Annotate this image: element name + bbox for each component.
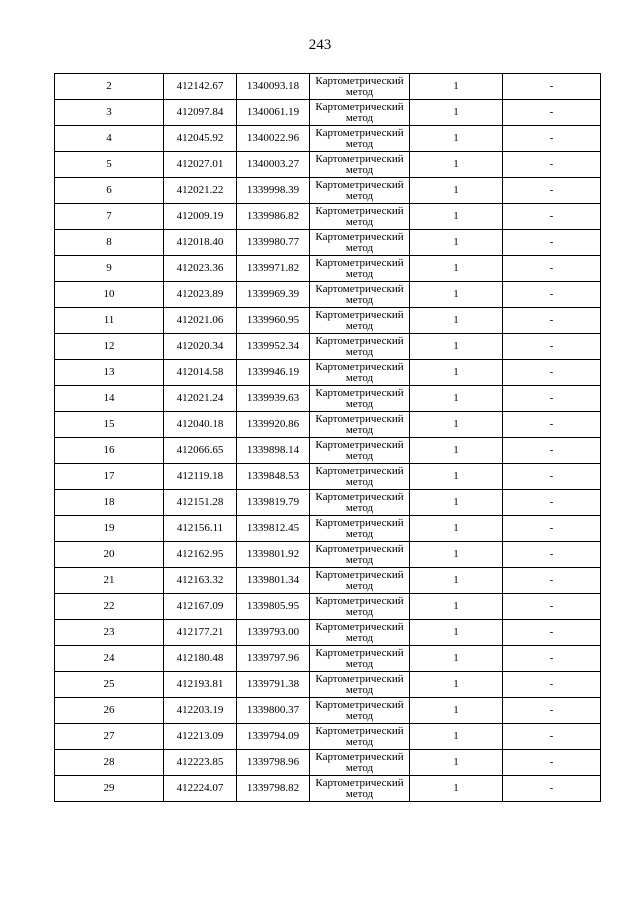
method-line-1: Картометрический	[315, 100, 404, 113]
accuracy-cell: 1	[410, 464, 503, 490]
accuracy-cell: 1	[410, 776, 503, 802]
table-row	[55, 724, 601, 750]
method-line-1: Картометрический	[315, 412, 404, 425]
method-line-2: метод	[345, 371, 374, 384]
method-line-2: метод	[345, 241, 374, 254]
method-line-2: метод	[345, 215, 374, 228]
x-coordinate-cell: 412156.11	[164, 516, 237, 542]
method-line-1: Картометрический	[315, 282, 404, 295]
point-number-cell: 16	[55, 438, 164, 464]
point-number-cell: 2	[55, 74, 164, 100]
note-cell: -	[503, 282, 601, 308]
accuracy-cell: 1	[410, 568, 503, 594]
note-cell: -	[503, 386, 601, 412]
method-cell	[310, 620, 410, 646]
note-cell: -	[503, 490, 601, 516]
y-coordinate-cell: 1339939.63	[237, 386, 310, 412]
accuracy-cell: 1	[410, 256, 503, 282]
x-coordinate-cell: 412009.19	[164, 204, 237, 230]
x-coordinate-cell: 412027.01	[164, 152, 237, 178]
method-cell	[310, 412, 410, 438]
accuracy-cell: 1	[410, 74, 503, 100]
note-cell: -	[503, 724, 601, 750]
x-coordinate-cell: 412180.48	[164, 646, 237, 672]
point-number-cell: 28	[55, 750, 164, 776]
y-coordinate-cell: 1339920.86	[237, 412, 310, 438]
note-cell: -	[503, 672, 601, 698]
x-coordinate-cell: 412021.24	[164, 386, 237, 412]
method-line-1: Картометрический	[315, 490, 404, 503]
accuracy-cell: 1	[410, 724, 503, 750]
method-line-2: метод	[345, 189, 374, 202]
method-cell	[310, 438, 410, 464]
method-line-1: Картометрический	[315, 750, 404, 763]
method-cell	[310, 126, 410, 152]
table-row	[55, 230, 601, 256]
note-cell: -	[503, 750, 601, 776]
method-line-2: метод	[345, 267, 374, 280]
table-row	[55, 438, 601, 464]
method-cell	[310, 672, 410, 698]
point-number-cell: 27	[55, 724, 164, 750]
method-cell	[310, 464, 410, 490]
note-cell: -	[503, 594, 601, 620]
method-line-1: Картометрический	[315, 256, 404, 269]
method-cell	[310, 646, 410, 672]
table-row	[55, 568, 601, 594]
method-line-2: метод	[345, 631, 374, 644]
x-coordinate-cell: 412193.81	[164, 672, 237, 698]
point-number-cell: 23	[55, 620, 164, 646]
note-cell: -	[503, 230, 601, 256]
y-coordinate-cell: 1339798.96	[237, 750, 310, 776]
point-number-cell: 14	[55, 386, 164, 412]
x-coordinate-cell: 412151.28	[164, 490, 237, 516]
point-number-cell: 11	[55, 308, 164, 334]
note-cell: -	[503, 178, 601, 204]
method-line-2: метод	[345, 787, 374, 800]
y-coordinate-cell: 1340061.19	[237, 100, 310, 126]
accuracy-cell: 1	[410, 308, 503, 334]
method-line-2: метод	[345, 735, 374, 748]
accuracy-cell: 1	[410, 204, 503, 230]
method-cell	[310, 568, 410, 594]
x-coordinate-cell: 412040.18	[164, 412, 237, 438]
point-number-cell: 19	[55, 516, 164, 542]
x-coordinate-cell: 412021.06	[164, 308, 237, 334]
y-coordinate-cell: 1339791.38	[237, 672, 310, 698]
method-cell	[310, 152, 410, 178]
note-cell: -	[503, 126, 601, 152]
method-line-2: метод	[345, 111, 374, 124]
table-row	[55, 386, 601, 412]
method-line-2: метод	[345, 397, 374, 410]
y-coordinate-cell: 1339898.14	[237, 438, 310, 464]
method-cell	[310, 750, 410, 776]
accuracy-cell: 1	[410, 412, 503, 438]
y-coordinate-cell: 1339946.19	[237, 360, 310, 386]
table-row	[55, 100, 601, 126]
method-line-2: метод	[345, 579, 374, 592]
point-number-cell: 12	[55, 334, 164, 360]
y-coordinate-cell: 1339798.82	[237, 776, 310, 802]
method-cell	[310, 230, 410, 256]
point-number-cell: 10	[55, 282, 164, 308]
accuracy-cell: 1	[410, 750, 503, 776]
note-cell: -	[503, 464, 601, 490]
accuracy-cell: 1	[410, 152, 503, 178]
y-coordinate-cell: 1339986.82	[237, 204, 310, 230]
x-coordinate-cell: 412119.18	[164, 464, 237, 490]
table-row	[55, 74, 601, 100]
table-row	[55, 672, 601, 698]
y-coordinate-cell: 1340093.18	[237, 74, 310, 100]
method-cell	[310, 386, 410, 412]
x-coordinate-cell: 412014.58	[164, 360, 237, 386]
table-row	[55, 126, 601, 152]
y-coordinate-cell: 1339812.45	[237, 516, 310, 542]
method-line-1: Картометрический	[315, 308, 404, 321]
page-number: 243	[308, 37, 332, 53]
method-line-2: метод	[345, 553, 374, 566]
accuracy-cell: 1	[410, 100, 503, 126]
x-coordinate-cell: 412023.36	[164, 256, 237, 282]
y-coordinate-cell: 1339801.34	[237, 568, 310, 594]
table-row	[55, 490, 601, 516]
x-coordinate-cell: 412020.34	[164, 334, 237, 360]
point-number-cell: 9	[55, 256, 164, 282]
point-number-cell: 3	[55, 100, 164, 126]
accuracy-cell: 1	[410, 672, 503, 698]
y-coordinate-cell: 1339969.39	[237, 282, 310, 308]
accuracy-cell: 1	[410, 438, 503, 464]
method-line-1: Картометрический	[315, 334, 404, 347]
method-cell	[310, 204, 410, 230]
point-number-cell: 4	[55, 126, 164, 152]
table-row	[55, 594, 601, 620]
table-row	[55, 750, 601, 776]
note-cell: -	[503, 152, 601, 178]
method-line-1: Картометрический	[315, 126, 404, 139]
y-coordinate-cell: 1339797.96	[237, 646, 310, 672]
point-number-cell: 8	[55, 230, 164, 256]
point-number-cell: 20	[55, 542, 164, 568]
method-line-2: метод	[345, 319, 374, 332]
method-cell	[310, 776, 410, 802]
accuracy-cell: 1	[410, 646, 503, 672]
method-cell	[310, 308, 410, 334]
accuracy-cell: 1	[410, 386, 503, 412]
point-number-cell: 15	[55, 412, 164, 438]
method-line-2: метод	[345, 163, 374, 176]
note-cell: -	[503, 646, 601, 672]
point-number-cell: 6	[55, 178, 164, 204]
x-coordinate-cell: 412177.21	[164, 620, 237, 646]
method-line-1: Картометрический	[315, 594, 404, 607]
table-row	[55, 542, 601, 568]
point-number-cell: 5	[55, 152, 164, 178]
method-line-1: Картометрический	[315, 620, 404, 633]
accuracy-cell: 1	[410, 360, 503, 386]
method-line-1: Картометрический	[315, 776, 404, 789]
method-line-2: метод	[345, 85, 374, 98]
method-line-2: метод	[345, 501, 374, 514]
table-row	[55, 646, 601, 672]
note-cell: -	[503, 620, 601, 646]
x-coordinate-cell: 412045.92	[164, 126, 237, 152]
x-coordinate-cell: 412021.22	[164, 178, 237, 204]
note-cell: -	[503, 74, 601, 100]
x-coordinate-cell: 412167.09	[164, 594, 237, 620]
y-coordinate-cell: 1339971.82	[237, 256, 310, 282]
method-cell	[310, 542, 410, 568]
table-row	[55, 776, 601, 802]
table-row	[55, 308, 601, 334]
method-cell	[310, 490, 410, 516]
y-coordinate-cell: 1339998.39	[237, 178, 310, 204]
y-coordinate-cell: 1339848.53	[237, 464, 310, 490]
y-coordinate-cell: 1339980.77	[237, 230, 310, 256]
accuracy-cell: 1	[410, 178, 503, 204]
x-coordinate-cell: 412223.85	[164, 750, 237, 776]
method-cell	[310, 282, 410, 308]
method-cell	[310, 724, 410, 750]
method-line-1: Картометрический	[315, 74, 404, 87]
method-line-1: Картометрический	[315, 438, 404, 451]
y-coordinate-cell: 1339960.95	[237, 308, 310, 334]
method-line-1: Картометрический	[315, 464, 404, 477]
y-coordinate-cell: 1339819.79	[237, 490, 310, 516]
x-coordinate-cell: 412097.84	[164, 100, 237, 126]
y-coordinate-cell: 1340003.27	[237, 152, 310, 178]
method-line-2: метод	[345, 475, 374, 488]
method-line-1: Картометрический	[315, 542, 404, 555]
method-line-1: Картометрический	[315, 516, 404, 529]
method-line-2: метод	[345, 449, 374, 462]
point-number-cell: 22	[55, 594, 164, 620]
coordinates-table-body	[55, 74, 601, 802]
table-row	[55, 360, 601, 386]
table-row	[55, 204, 601, 230]
note-cell: -	[503, 100, 601, 126]
x-coordinate-cell: 412203.19	[164, 698, 237, 724]
accuracy-cell: 1	[410, 594, 503, 620]
method-cell	[310, 594, 410, 620]
note-cell: -	[503, 568, 601, 594]
method-cell	[310, 178, 410, 204]
method-line-1: Картометрический	[315, 672, 404, 685]
method-line-2: метод	[345, 293, 374, 306]
note-cell: -	[503, 308, 601, 334]
accuracy-cell: 1	[410, 334, 503, 360]
x-coordinate-cell: 412142.67	[164, 74, 237, 100]
method-line-2: метод	[345, 761, 374, 774]
note-cell: -	[503, 438, 601, 464]
method-cell	[310, 334, 410, 360]
method-line-1: Картометрический	[315, 386, 404, 399]
method-line-1: Картометрический	[315, 360, 404, 373]
point-number-cell: 26	[55, 698, 164, 724]
y-coordinate-cell: 1339800.37	[237, 698, 310, 724]
method-line-1: Картометрический	[315, 230, 404, 243]
method-line-2: метод	[345, 683, 374, 696]
x-coordinate-cell: 412023.89	[164, 282, 237, 308]
table-row	[55, 334, 601, 360]
x-coordinate-cell: 412018.40	[164, 230, 237, 256]
method-line-2: метод	[345, 137, 374, 150]
point-number-cell: 17	[55, 464, 164, 490]
method-line-1: Картометрический	[315, 646, 404, 659]
method-line-1: Картометрический	[315, 698, 404, 711]
y-coordinate-cell: 1339805.95	[237, 594, 310, 620]
method-line-2: метод	[345, 423, 374, 436]
method-cell	[310, 74, 410, 100]
table-row	[55, 282, 601, 308]
point-number-cell: 7	[55, 204, 164, 230]
note-cell: -	[503, 776, 601, 802]
accuracy-cell: 1	[410, 542, 503, 568]
table-row	[55, 464, 601, 490]
accuracy-cell: 1	[410, 126, 503, 152]
method-line-2: метод	[345, 709, 374, 722]
method-cell	[310, 516, 410, 542]
y-coordinate-cell: 1340022.96	[237, 126, 310, 152]
note-cell: -	[503, 360, 601, 386]
coordinates-table	[54, 73, 601, 802]
method-line-2: метод	[345, 657, 374, 670]
table-row	[55, 412, 601, 438]
method-line-1: Картометрический	[315, 204, 404, 217]
note-cell: -	[503, 412, 601, 438]
accuracy-cell: 1	[410, 620, 503, 646]
accuracy-cell: 1	[410, 490, 503, 516]
y-coordinate-cell: 1339952.34	[237, 334, 310, 360]
x-coordinate-cell: 412163.32	[164, 568, 237, 594]
point-number-cell: 21	[55, 568, 164, 594]
note-cell: -	[503, 542, 601, 568]
accuracy-cell: 1	[410, 230, 503, 256]
method-cell	[310, 360, 410, 386]
method-line-2: метод	[345, 345, 374, 358]
y-coordinate-cell: 1339801.92	[237, 542, 310, 568]
point-number-cell: 18	[55, 490, 164, 516]
method-line-2: метод	[345, 605, 374, 618]
table-row	[55, 256, 601, 282]
method-line-1: Картометрический	[315, 178, 404, 191]
table-row	[55, 516, 601, 542]
x-coordinate-cell: 412224.07	[164, 776, 237, 802]
x-coordinate-cell: 412213.09	[164, 724, 237, 750]
table-row	[55, 620, 601, 646]
point-number-cell: 29	[55, 776, 164, 802]
note-cell: -	[503, 698, 601, 724]
method-line-1: Картометрический	[315, 568, 404, 581]
note-cell: -	[503, 516, 601, 542]
table-row	[55, 152, 601, 178]
note-cell: -	[503, 256, 601, 282]
accuracy-cell: 1	[410, 516, 503, 542]
method-cell	[310, 256, 410, 282]
method-line-2: метод	[345, 527, 374, 540]
point-number-cell: 13	[55, 360, 164, 386]
accuracy-cell: 1	[410, 282, 503, 308]
table-row	[55, 698, 601, 724]
method-line-1: Картометрический	[315, 724, 404, 737]
y-coordinate-cell: 1339794.09	[237, 724, 310, 750]
method-cell	[310, 100, 410, 126]
point-number-cell: 25	[55, 672, 164, 698]
method-cell	[310, 698, 410, 724]
method-line-1: Картометрический	[315, 152, 404, 165]
x-coordinate-cell: 412162.95	[164, 542, 237, 568]
note-cell: -	[503, 334, 601, 360]
note-cell: -	[503, 204, 601, 230]
y-coordinate-cell: 1339793.00	[237, 620, 310, 646]
x-coordinate-cell: 412066.65	[164, 438, 237, 464]
point-number-cell: 24	[55, 646, 164, 672]
accuracy-cell: 1	[410, 698, 503, 724]
table-row	[55, 178, 601, 204]
